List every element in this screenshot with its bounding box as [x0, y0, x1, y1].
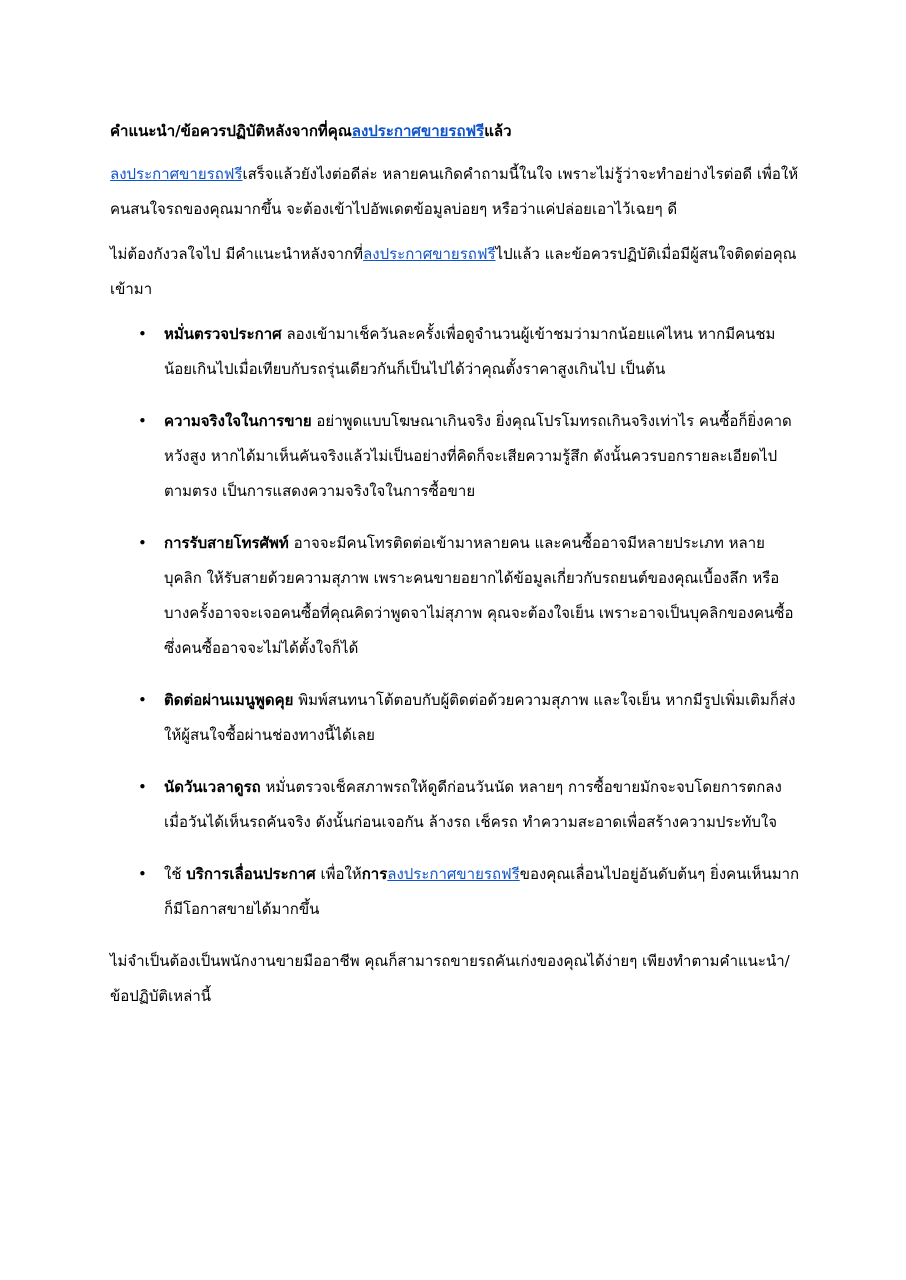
- bullet-icon: •: [138, 412, 147, 430]
- list-item: [110, 683, 800, 753]
- document-body: [110, 114, 800, 1024]
- tip-text: ลองเข้ามาเช็ควันละครั้งเพื่อดูจำนวนผู้เข้าชมว่ามากน้อยแค่ไหน หากมีคนชมน้อยเกินไปเมื่อเทียบกับรถรุ่นเดียวกันก็เป็นไปได้ว่าคุณตั้งราคาสูงเกินไป เป็นต้น: [164, 325, 776, 378]
- list-item: [110, 526, 800, 666]
- bullet-icon: •: [138, 534, 147, 552]
- tip-text: พิมพ์สนทนาโต้ตอบกับผู้ติดต่อด้วยความสุภาพ และใจเย็น หากมีรูปเพิ่มเติมก็ส่งให้ผู้สนใจซื้อผ่านช่องทางนี้ได้เลย: [164, 691, 796, 744]
- list-item: [110, 770, 800, 840]
- intro-text: เสร็จแล้วยังไงต่อดีล่ะ หลายคนเกิดคำถามนี้ในใจ เพราะไม่รู้ว่าจะทำอย่างไรต่อดี เพื่อให้คนสนใจรถของคุณมากขึ้น จะต้องเข้าไปอัพเดตข้อมูลบ่อยๆ หรือว่าแค่ปล่อยเอาไว้เฉยๆ ดี: [110, 165, 799, 218]
- intro-paragraph: [110, 157, 800, 227]
- title-prefix: คำแนะนำ/ข้อควรปฏิบัติหลังจากที่คุณ: [110, 122, 352, 140]
- tip-text: อย่าพูดแบบโฆษณาเกินจริง ยิ่งคุณโปรโมทรถเกินจริงเท่าไร คนซื้อก็ยิ่งคาดหวังสูง หากได้มาเห็นคันจริงแล้วไม่เป็นอย่างที่คิดก็จะเสียความรู้สึก ดังนั้นควรบอกรายละเอียดไปตามตรง เป็นการแสดงความจริงใจในการซื้อขาย: [164, 412, 792, 500]
- list-item: [110, 317, 800, 387]
- bullet-icon: •: [138, 691, 147, 709]
- second-suffix: ไปแล้ว และข้อควรปฏิบัติเมื่อมีผู้สนใจติดต่อคุณเข้ามา: [110, 245, 797, 298]
- bullet-icon: •: [138, 778, 147, 796]
- document-title: [110, 114, 800, 149]
- last-tip-suffix: ของคุณเลื่อนไปอยู่อันดับต้นๆ ยิ่งคนเห็นมาก ก็มีโอกาสขายได้มากขึ้น: [164, 865, 800, 918]
- tip-text: อาจจะมีคนโทรติดต่อเข้ามาหลายคน และคนซื้ออาจมีหลายประเภท หลายบุคลิก ให้รับสายด้วยความสุภาพ เพราะคนขายอยากได้ข้อมูลเกี่ยวกับรถยนต์ของคุณเบื้องลึก หรือบางครั้งอาจจะเจอคนซื้อที่คุณคิดว่าพูดจาไม่สุภาพ คุณจะต้องใจเย็น เพราะอาจเป็นบุคลิกของคนซื้อ ซึ่งคนซื้ออาจจะไม่ได้ตั้งใจก็ได้: [164, 534, 794, 657]
- intro-link[interactable]: ลงประกาศขายรถฟรี: [110, 165, 243, 183]
- list-item: [110, 857, 800, 927]
- last-tip-bold: การ: [361, 865, 388, 883]
- title-suffix: แล้ว: [484, 122, 512, 140]
- title-link[interactable]: ลงประกาศขายรถฟรี: [351, 122, 485, 140]
- second-paragraph: [110, 237, 800, 307]
- second-link[interactable]: ลงประกาศขายรถฟรี: [363, 245, 496, 263]
- last-tip-link[interactable]: ลงประกาศขายรถฟรี: [387, 865, 520, 883]
- last-tip-middle: เพื่อให้: [315, 865, 362, 883]
- last-tip-prefix: ใช้: [164, 865, 187, 883]
- tip-text: หมั่นตรวจเช็คสภาพรถให้ดูดีก่อนวันนัด หลายๆ การซื้อขายมักจะจบโดยการตกลงเมื่อวันได้เห็นรถคันจริง ดังนั้นก่อนเจอกัน ล้างรถ เช็ครถ ทำความสะอาดเพื่อสร้างความประทับใจ: [164, 778, 782, 831]
- tips-list: [110, 317, 800, 927]
- second-prefix: ไม่ต้องกังวลใจไป มีคำแนะนำหลังจากที่: [110, 245, 364, 263]
- tip-heading: บริการเลื่อนประกาศ: [186, 865, 316, 883]
- list-item: [110, 404, 800, 509]
- tip-heading: หมั่นตรวจประกาศ: [164, 325, 282, 343]
- closing-paragraph: ไม่จำเป็นต้องเป็นพนักงานขายมืออาชีพ คุณก็สามารถขายรถคันเก่งของคุณได้ง่ายๆ เพียงทำตามคำแนะนำ/ข้อปฏิบัติเหล่านี้: [110, 952, 790, 1005]
- tip-heading: การรับสายโทรศัพท์: [164, 534, 289, 552]
- tip-heading: นัดวันเวลาดูรถ: [164, 778, 261, 796]
- bullet-icon: •: [138, 325, 147, 343]
- tip-heading: ความจริงใจในการขาย: [164, 412, 312, 430]
- bullet-icon: •: [138, 865, 147, 883]
- tip-heading: ติดต่อผ่านเมนูพูดคุย: [164, 691, 294, 709]
